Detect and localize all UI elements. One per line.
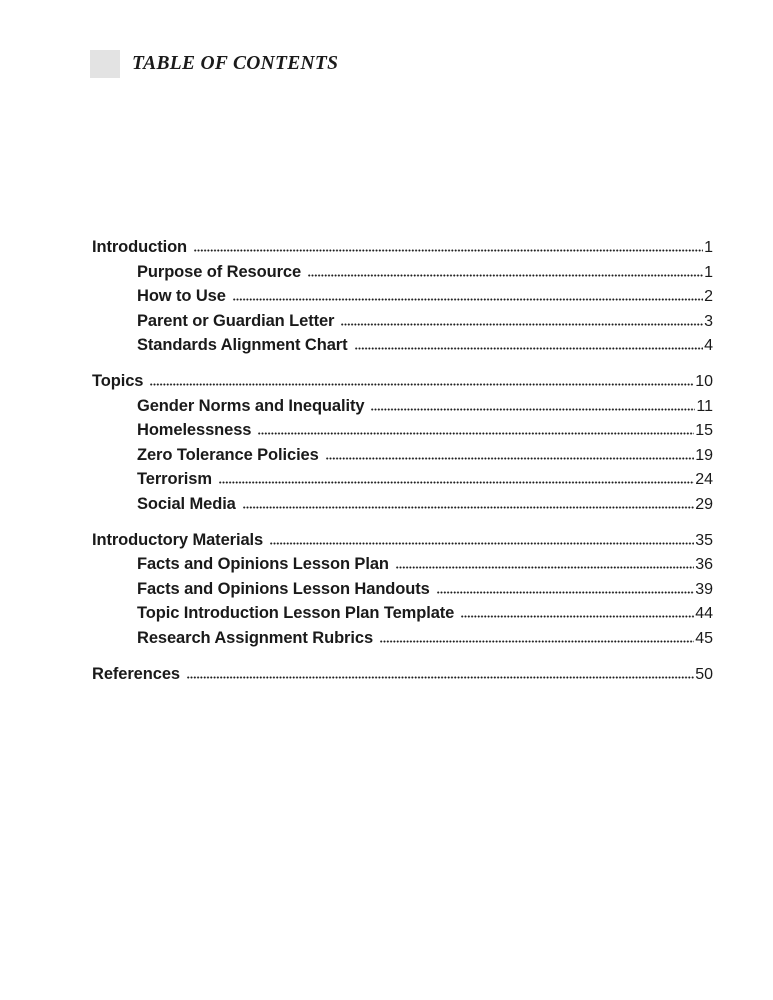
toc-entry-label: Purpose of Resource: [137, 262, 302, 281]
toc-entry-homelessness[interactable]: [92, 418, 713, 443]
toc-entry-page: 1: [704, 239, 713, 256]
table-of-contents: [92, 235, 713, 686]
dot-leader: [437, 591, 694, 594]
toc-entry-label: Facts and Opinions Lesson Plan: [137, 555, 389, 573]
toc-entry-page: 19: [695, 446, 713, 464]
toc-entry-page: 2: [704, 288, 713, 305]
dot-leader: [371, 408, 695, 411]
toc-entry-label: References: [92, 664, 180, 683]
dot-leader: [326, 457, 694, 460]
toc-entry-page: 45: [695, 629, 713, 647]
toc-entry-page: 50: [695, 665, 713, 683]
toc-entry-references[interactable]: [92, 662, 713, 687]
toc-group-introductory-materials: [92, 528, 713, 651]
toc-entry-page: 36: [695, 556, 713, 573]
toc-entry-topic-introduction-lesson-plan-template[interactable]: [92, 601, 713, 626]
toc-group-references: [92, 662, 713, 687]
dot-leader: [461, 615, 694, 618]
dot-leader: [396, 566, 694, 569]
toc-entry-terrorism[interactable]: [92, 467, 713, 492]
toc-entry-label: Terrorism: [137, 470, 212, 488]
page-title: TABLE OF CONTENTS: [132, 53, 339, 74]
toc-entry-label: Zero Tolerance Policies: [137, 445, 319, 464]
header-marker-square: [90, 50, 120, 78]
dot-leader: [355, 347, 704, 350]
dot-leader: [187, 676, 694, 679]
toc-entry-label: Introduction: [92, 238, 188, 256]
dot-leader: [258, 432, 694, 435]
toc-entry-page: 10: [695, 373, 713, 390]
toc-entry-page: 4: [704, 337, 713, 354]
toc-entry-label: Social Media: [137, 494, 236, 513]
dot-leader: [380, 640, 694, 643]
toc-entry-gender-norms-and-inequality[interactable]: [92, 394, 713, 419]
dot-leader: [233, 298, 703, 301]
toc-entry-facts-and-opinions-lesson-plan[interactable]: [92, 552, 713, 577]
toc-entry-parent-or-guardian-letter[interactable]: [92, 309, 713, 334]
toc-entry-standards-alignment-chart[interactable]: [92, 333, 713, 358]
dot-leader: [150, 383, 694, 386]
toc-entry-label: Introductory Materials: [92, 530, 264, 549]
toc-entry-page: 11: [696, 397, 713, 415]
toc-entry-facts-and-opinions-lesson-handouts[interactable]: [92, 577, 713, 602]
toc-entry-page: 1: [704, 263, 713, 281]
toc-entry-label: Topics: [92, 372, 144, 390]
toc-entry-page: 39: [695, 580, 713, 598]
toc-entry-label: Topic Introduction Lesson Plan Template: [137, 604, 455, 622]
toc-entry-research-assignment-rubrics[interactable]: [92, 626, 713, 651]
toc-entry-introduction[interactable]: [92, 235, 713, 260]
toc-entry-label: Facts and Opinions Lesson Handouts: [137, 579, 430, 598]
toc-group-topics: [92, 369, 713, 516]
dot-leader: [219, 481, 694, 484]
dot-leader: [341, 323, 703, 326]
toc-entry-label: Homelessness: [137, 421, 252, 439]
dot-leader: [194, 249, 703, 252]
dot-leader: [308, 274, 703, 277]
dot-leader: [270, 542, 694, 545]
toc-entry-label: How to Use: [137, 287, 226, 305]
toc-entry-topics[interactable]: [92, 369, 713, 394]
toc-entry-label: Standards Alignment Chart: [137, 336, 348, 354]
toc-entry-page: 35: [695, 531, 713, 549]
toc-entry-zero-tolerance-policies[interactable]: [92, 443, 713, 468]
toc-entry-label: Parent or Guardian Letter: [137, 311, 335, 330]
toc-entry-page: 3: [704, 312, 713, 330]
toc-entry-label: Gender Norms and Inequality: [137, 396, 365, 415]
toc-entry-purpose-of-resource[interactable]: [92, 260, 713, 285]
toc-entry-page: 24: [695, 471, 713, 488]
toc-entry-label: Research Assignment Rubrics: [137, 628, 374, 647]
toc-entry-social-media[interactable]: [92, 492, 713, 517]
toc-group-introduction: [92, 235, 713, 358]
toc-entry-page: 29: [695, 495, 713, 513]
toc-entry-page: 15: [695, 422, 713, 439]
page-header: [90, 50, 338, 78]
toc-entry-how-to-use[interactable]: [92, 284, 713, 309]
toc-entry-introductory-materials[interactable]: [92, 528, 713, 553]
toc-entry-page: 44: [695, 605, 713, 622]
dot-leader: [243, 506, 694, 509]
